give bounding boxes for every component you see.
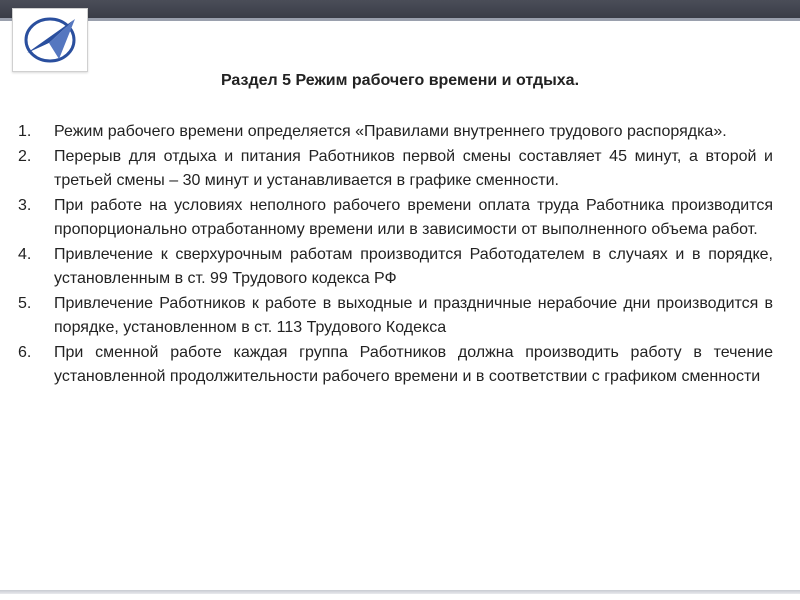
list-item [18,292,773,341]
logo [12,8,88,72]
bottom-divider [0,590,800,594]
list-item [18,120,773,145]
list-number: 5. [18,294,32,312]
list-text: Привлечение к сверхурочным работам производится Работодателем в случаях и в порядке, установленным в ст. 99 Трудового кодекса РФ [54,245,773,287]
list-text: Привлечение Работников к работе в выходные и праздничные нерабочие дни производится в порядке, установленном в ст. 113 Трудового Кодекса [54,294,773,336]
list-number: 4. [18,245,32,263]
aircraft-emblem-icon [19,13,81,67]
top-bar-accent [0,18,800,21]
rules-list [18,120,773,390]
list-text: Перерыв для отдыха и питания Работников первой смены составляет 45 минут, а второй и третьей смены – 30 минут и устанавливается в графике сменности. [54,147,773,189]
list-number: 1. [18,123,32,140]
list-number: 6. [18,343,32,361]
list-text: При сменной работе каждая группа Работников должна производить работу в течение установленной продолжительности рабочего времени и в соответствии с графиком сменности [54,343,773,385]
list-text: При работе на условиях неполного рабочего времени оплата труда Работника производится пропорционально отработанному времени или в зависимости от выполненного объема работ. [54,196,773,238]
page-title: Раздел 5 Режим рабочего времени и отдыха. [220,72,580,89]
list-number: 3. [18,196,32,214]
list-text: Режим рабочего времени определяется «Правилами внутреннего трудового распорядка». [54,123,727,140]
list-item [18,341,773,390]
list-item [18,145,773,194]
list-item [18,194,773,243]
top-bar [0,0,800,18]
list-item [18,243,773,292]
list-number: 2. [18,147,32,165]
